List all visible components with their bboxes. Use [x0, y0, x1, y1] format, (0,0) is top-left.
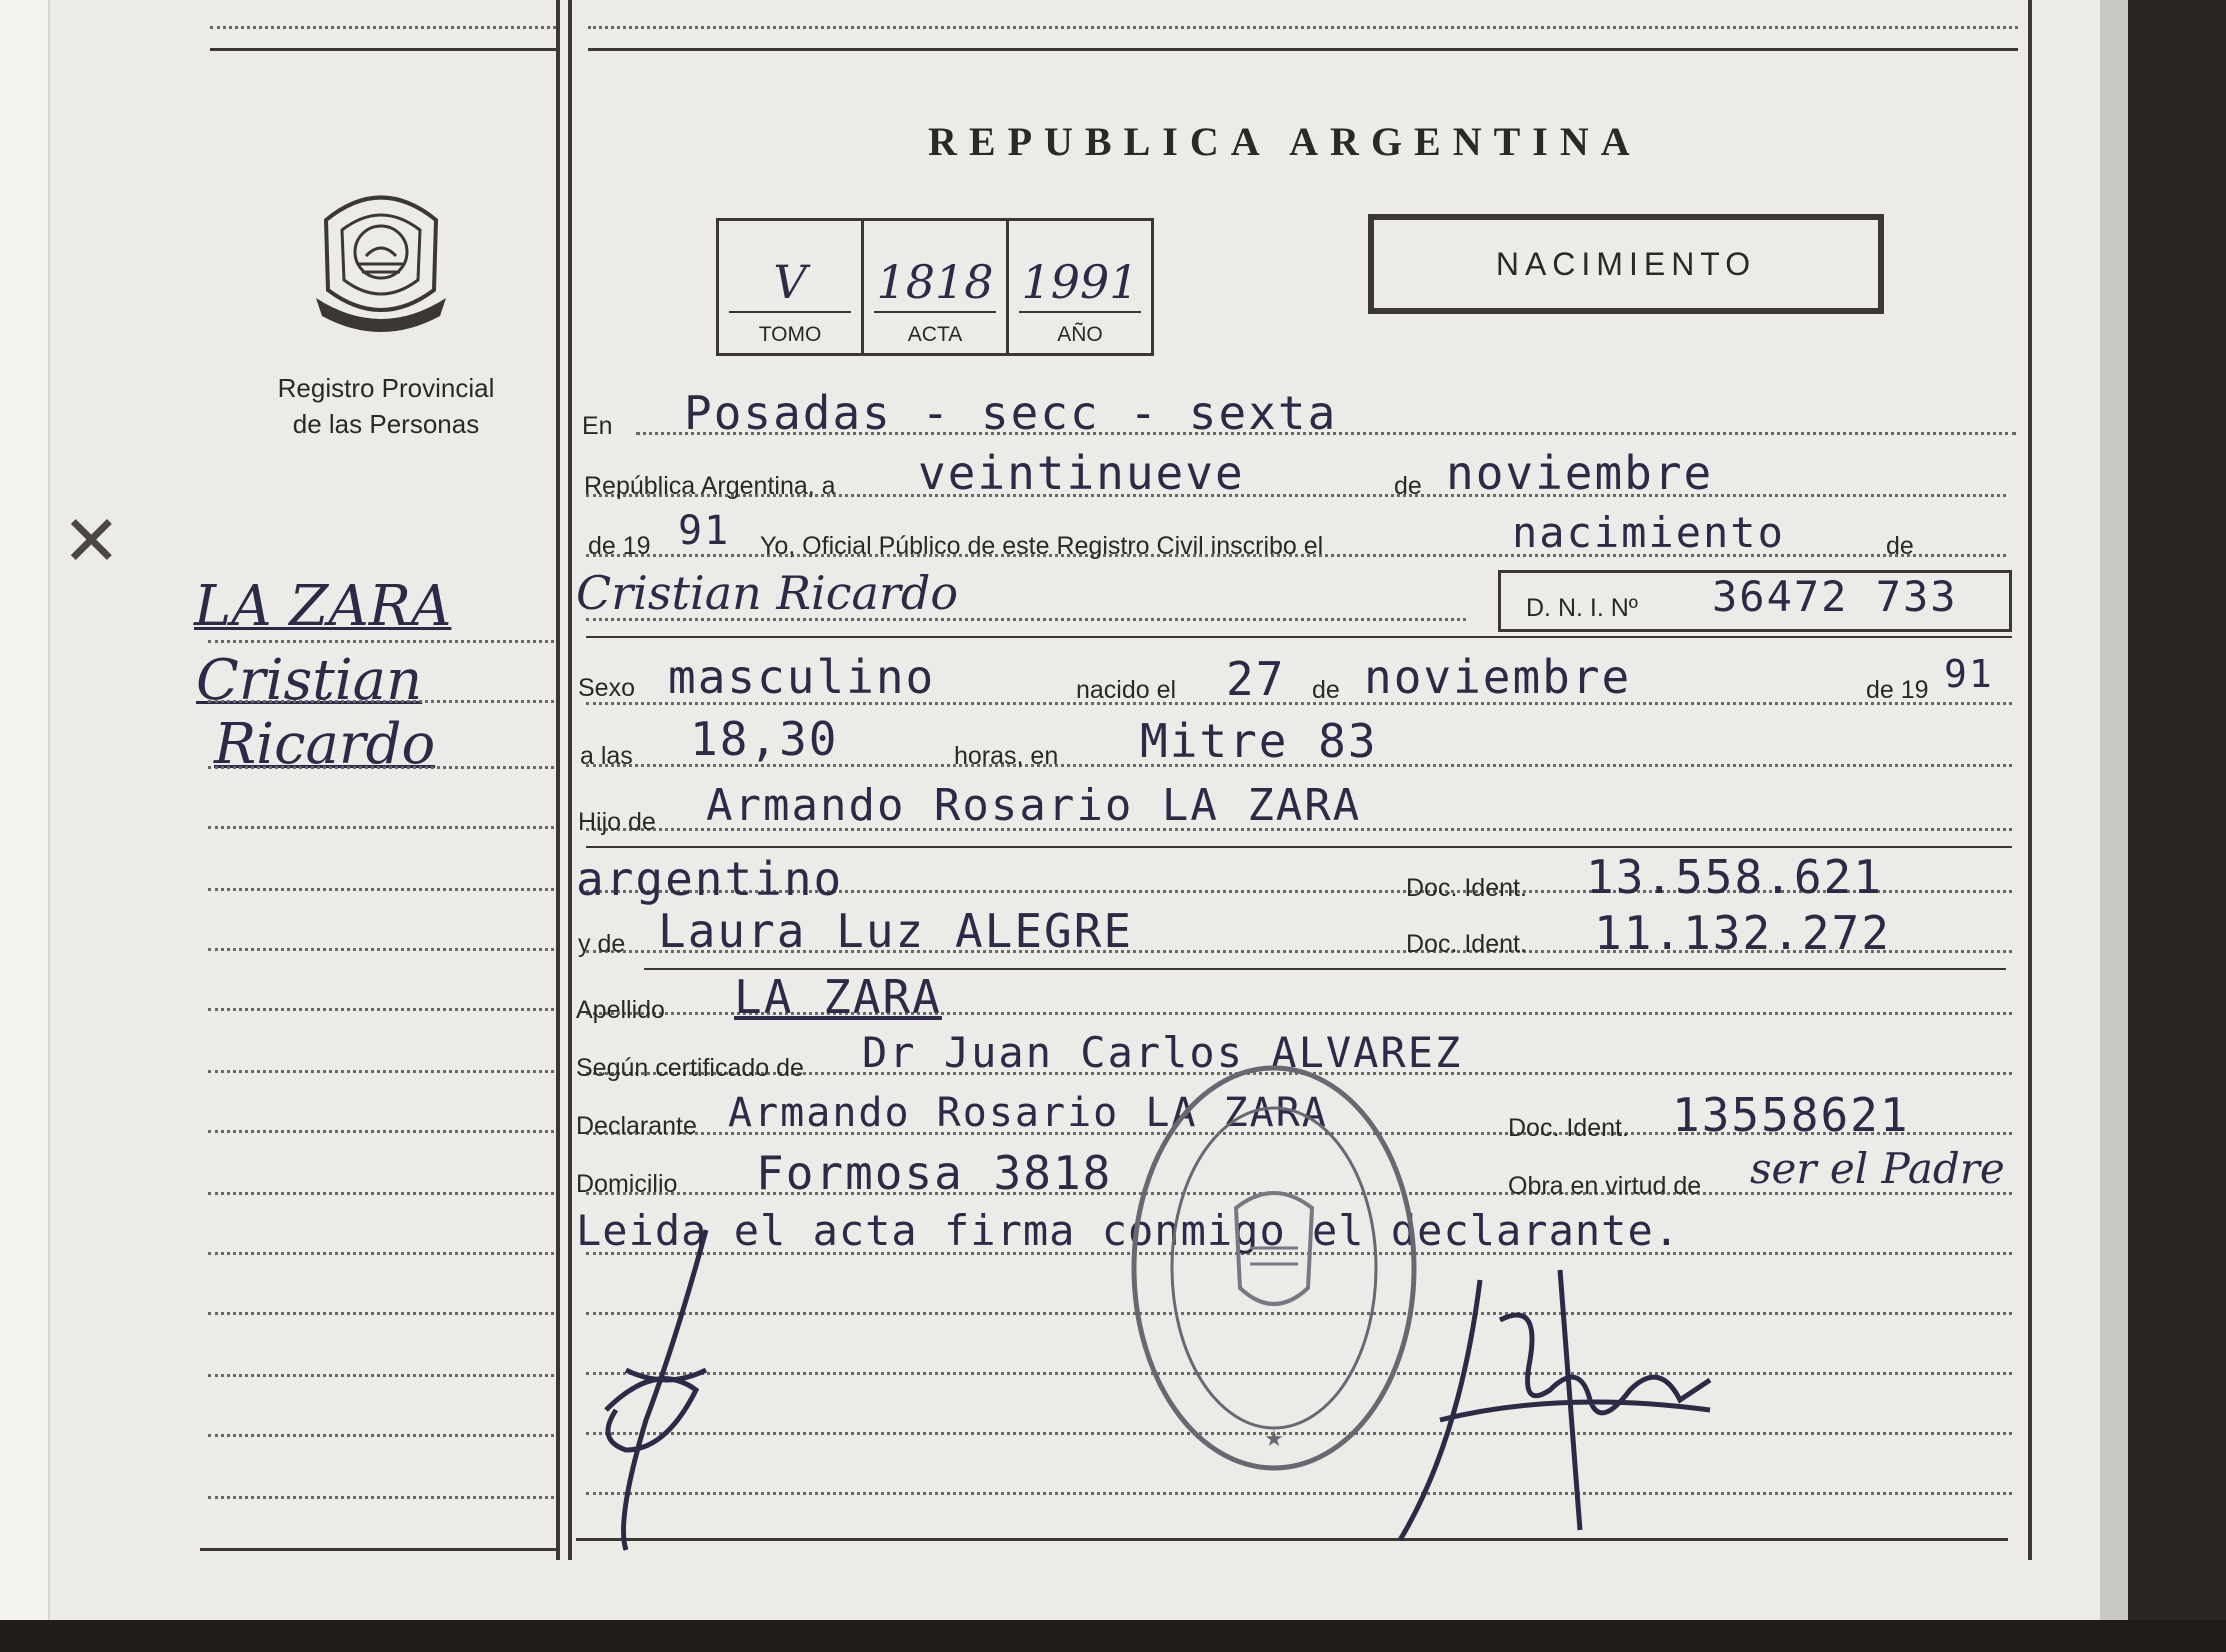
margin-line: [208, 766, 554, 769]
hora-value: 18,30: [690, 712, 839, 766]
month-value: noviembre: [1446, 446, 1714, 500]
hijo-label: Hijo de: [578, 808, 656, 836]
margin-line: [208, 1008, 554, 1011]
margin-line: [208, 1312, 554, 1315]
dni-value: 36472 733: [1712, 572, 1958, 621]
domicilio-label: Domicilio: [576, 1170, 678, 1198]
name-value: Cristian Ricardo: [576, 566, 959, 620]
form-rule: [586, 846, 2012, 848]
margin-given-name-2: Ricardo: [214, 712, 436, 777]
margin-line: [208, 1070, 554, 1073]
nacido-label: nacido el: [1076, 676, 1177, 704]
margin-line: [208, 888, 554, 891]
top-dots-left: [210, 26, 556, 29]
margin-line: [208, 1130, 554, 1133]
lugar-value: Mitre 83: [1140, 714, 1378, 768]
en-label: En: [582, 412, 613, 440]
acta-label: ACTA: [907, 323, 963, 346]
page-edge: [2100, 0, 2128, 1620]
bottom-rule-right: [576, 1538, 2008, 1541]
nacido-year: 91: [1944, 652, 1994, 696]
de19-label: de 19: [588, 532, 651, 560]
obra-label: Obra en virtud de: [1508, 1172, 1702, 1200]
de-label-2: de: [1886, 532, 1914, 560]
column-divider-right: [568, 0, 572, 1560]
acta-cell: [864, 221, 1009, 353]
form-line: [586, 1492, 2012, 1495]
svg-text:★: ★: [1264, 1427, 1284, 1452]
madre-value: Laura Luz ALEGRE: [658, 904, 1134, 958]
padre-value: Armando Rosario LA ZARA: [706, 780, 1362, 831]
year-value: 91: [678, 508, 731, 554]
margin-line: [208, 948, 554, 951]
acto-value: nacimiento: [1512, 508, 1785, 557]
declarante-label: Declarante: [576, 1112, 697, 1140]
official-signature-icon: [1380, 1240, 1760, 1550]
page-border-right: [2028, 0, 2032, 1560]
margin-line: [208, 640, 554, 643]
declarant-signature-icon: [586, 1220, 746, 1560]
day-value: veintinueve: [918, 446, 1245, 500]
tomo-value: V: [729, 255, 851, 313]
obra-value: ser el Padre: [1750, 1144, 2005, 1193]
acta-value: 1818: [874, 255, 996, 313]
de19-label-2: de 19: [1866, 676, 1929, 704]
record-type-box: NACIMIENTO: [1368, 214, 1884, 314]
margin-line: [208, 1192, 554, 1195]
padre-doc: 13.558.621: [1586, 850, 1883, 904]
doc-ident-label-3: Doc. Ident.: [1508, 1114, 1629, 1142]
margin-surname: LA ZARA: [194, 574, 452, 639]
certificado-label: Según certificado de: [576, 1054, 804, 1082]
margin-given-name-1: Cristian: [196, 648, 423, 713]
doc-ident-label-2: Doc. Ident.: [1406, 930, 1527, 958]
margin-line: [208, 700, 554, 703]
margin-line: [208, 1374, 554, 1377]
binder-hole-mark: ✕: [62, 500, 121, 582]
doc-ident-label-1: Doc. Ident.: [1406, 874, 1527, 902]
anio-value: 1991: [1019, 255, 1141, 313]
domicilio-value: Formosa 3818: [756, 1146, 1113, 1200]
republica-label: República Argentina, a: [584, 472, 836, 500]
binding-margin: [0, 0, 50, 1620]
de-label-3: de: [1312, 676, 1340, 704]
dni-label: D. N. I. Nº: [1526, 594, 1638, 622]
registry-line-1: Registro Provincial: [277, 373, 495, 403]
registry-name: [240, 370, 532, 442]
margin-line: [208, 1496, 554, 1499]
form-rule: [586, 636, 2012, 638]
declarante-value: Armando Rosario LA ZARA: [728, 1090, 1328, 1136]
nacido-month: noviembre: [1364, 650, 1632, 704]
declarante-doc: 13558621: [1672, 1088, 1910, 1142]
background-strip: [0, 1620, 2226, 1652]
oficial-text: Yo, Oficial Público de este Registro Civil inscribo el: [760, 532, 1324, 560]
nacido-day: 27: [1226, 652, 1286, 706]
en-value: Posadas - secc - sexta: [684, 386, 1338, 440]
madre-doc: 11.132.272: [1594, 906, 1891, 960]
tomo-label: TOMO: [758, 323, 822, 346]
sexo-value: masculino: [668, 650, 936, 704]
top-rule-right: [588, 48, 2018, 51]
document-title: REPUBLICA ARGENTINA: [928, 119, 1642, 164]
de-label: de: [1394, 472, 1422, 500]
closing-statement: Leida el acta firma conmigo el declarante.: [576, 1206, 1681, 1255]
column-divider-left: [556, 0, 560, 1560]
top-rule-left: [210, 48, 556, 51]
bottom-rule-left: [200, 1548, 556, 1551]
certificado-value: Dr Juan Carlos ALVAREZ: [862, 1028, 1463, 1077]
horas-label: horas, en: [954, 742, 1059, 770]
margin-line: [208, 1252, 554, 1255]
padre-nacionalidad: argentino: [576, 852, 844, 906]
sexo-label: Sexo: [578, 674, 635, 702]
anio-cell: [1009, 221, 1151, 353]
registry-line-2: de las Personas: [292, 409, 480, 439]
yde-label: y de: [578, 930, 626, 958]
province-seal-icon: [306, 180, 456, 340]
record-number-box: [716, 218, 1154, 356]
anio-label: AÑO: [1057, 323, 1103, 346]
margin-line: [208, 1434, 554, 1437]
top-dots-right: [588, 26, 2018, 29]
alas-label: a las: [580, 742, 633, 770]
margin-line: [208, 826, 554, 829]
apellido-label: Apellido: [576, 996, 665, 1024]
official-stamp-icon: [1126, 1058, 1422, 1478]
tomo-cell: [719, 221, 864, 353]
apellido-value: LA ZARA: [734, 970, 942, 1024]
